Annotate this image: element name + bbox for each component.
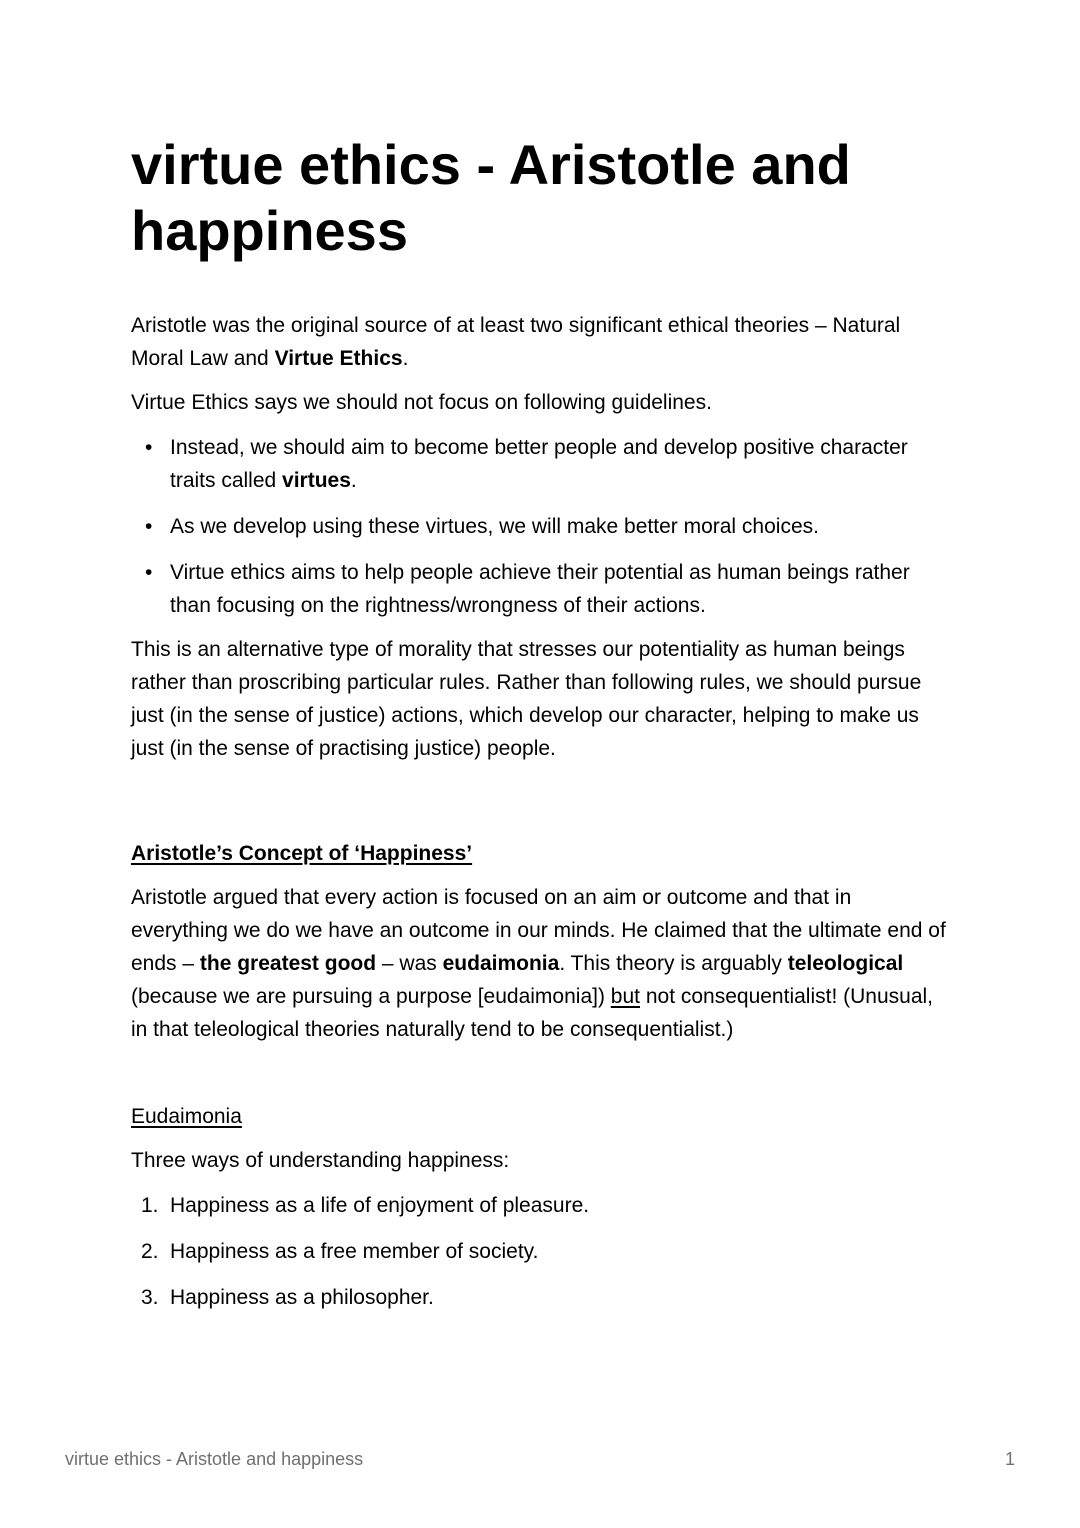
three-ways-intro: Three ways of understanding happiness: [131, 1149, 510, 1172]
bullet-icon: • [145, 436, 153, 459]
bullet-icon: • [145, 515, 153, 538]
list-item [131, 510, 951, 543]
list-item [131, 1189, 951, 1222]
section-heading-happiness: Aristotle’s Concept of ‘Happiness’ [131, 842, 473, 865]
virtue-bullet-list [131, 431, 951, 622]
concept-text: – was [376, 952, 443, 975]
concept-bold-teleological: teleological [787, 952, 904, 975]
list-item-text: Virtue ethics aims to help people achieve their potential as human beings rather than focusing on the rightness/wrongness of their actions. [170, 561, 910, 617]
list-number: 3. [141, 1286, 159, 1309]
concept-text: Aristotle argued that every action is focused on an aim or outcome and that in everything we do we have an outcome in our minds. He claimed that the ultimate end of ends – [131, 886, 946, 975]
subheading-eudaimonia: Eudaimonia [131, 1105, 242, 1128]
concept-bold-greatest-good: the greatest good [199, 952, 377, 975]
list-item [131, 1235, 951, 1268]
intro-paragraph [131, 309, 951, 375]
list-item [131, 556, 951, 622]
page-title: virtue ethics - Aristotle and happiness [131, 133, 851, 262]
intro-bold-virtue-ethics: Virtue Ethics [274, 347, 403, 370]
list-item [131, 431, 951, 497]
guidelines-paragraph: Virtue Ethics says we should not focus on following guidelines. [131, 391, 712, 414]
concept-text: not consequentialist! (Unusual, in that teleological theories naturally tend to be consequentialist.) [131, 985, 934, 1041]
list-item-text: As we develop using these virtues, we will make better moral choices. [170, 515, 819, 538]
concept-text: . This theory is arguably [559, 952, 788, 975]
intro-text-end: . [402, 347, 409, 370]
concept-paragraph [131, 881, 951, 1046]
list-item-text-end: . [350, 469, 357, 492]
footer-title: virtue ethics - Aristotle and happiness [65, 1449, 364, 1469]
concept-text: (because we are pursuing a purpose [eudaimonia]) [131, 985, 611, 1008]
list-item [131, 1281, 951, 1314]
page-number: 1 [1004, 1449, 1015, 1469]
list-item-bold: virtues [282, 469, 351, 492]
list-item-text: Happiness as a life of enjoyment of pleasure. [170, 1194, 590, 1217]
intro-text: Aristotle was the original source of at least two significant ethical theories – Natural Moral Law and [131, 314, 901, 370]
list-number: 2. [141, 1240, 159, 1263]
list-item-text: Happiness as a free member of society. [170, 1240, 539, 1263]
bullet-icon: • [145, 561, 153, 584]
happiness-numbered-list [131, 1189, 951, 1314]
concept-underlined-but: but [610, 985, 640, 1008]
document-page [131, 132, 951, 1327]
list-item-text: Happiness as a philosopher. [170, 1286, 434, 1309]
concept-bold-eudaimonia: eudaimonia [442, 952, 560, 975]
list-number: 1. [141, 1194, 159, 1217]
list-item-text: Instead, we should aim to become better people and develop positive character traits called [170, 436, 908, 492]
morality-paragraph: This is an alternative type of morality that stresses our potentiality as human beings rather than proscribing particular rules. Rather than following rules, we should pursue just (in the sense of justice) actions, which develop our character, helping to make us just (in the sense of practising justice) people. [131, 638, 922, 760]
